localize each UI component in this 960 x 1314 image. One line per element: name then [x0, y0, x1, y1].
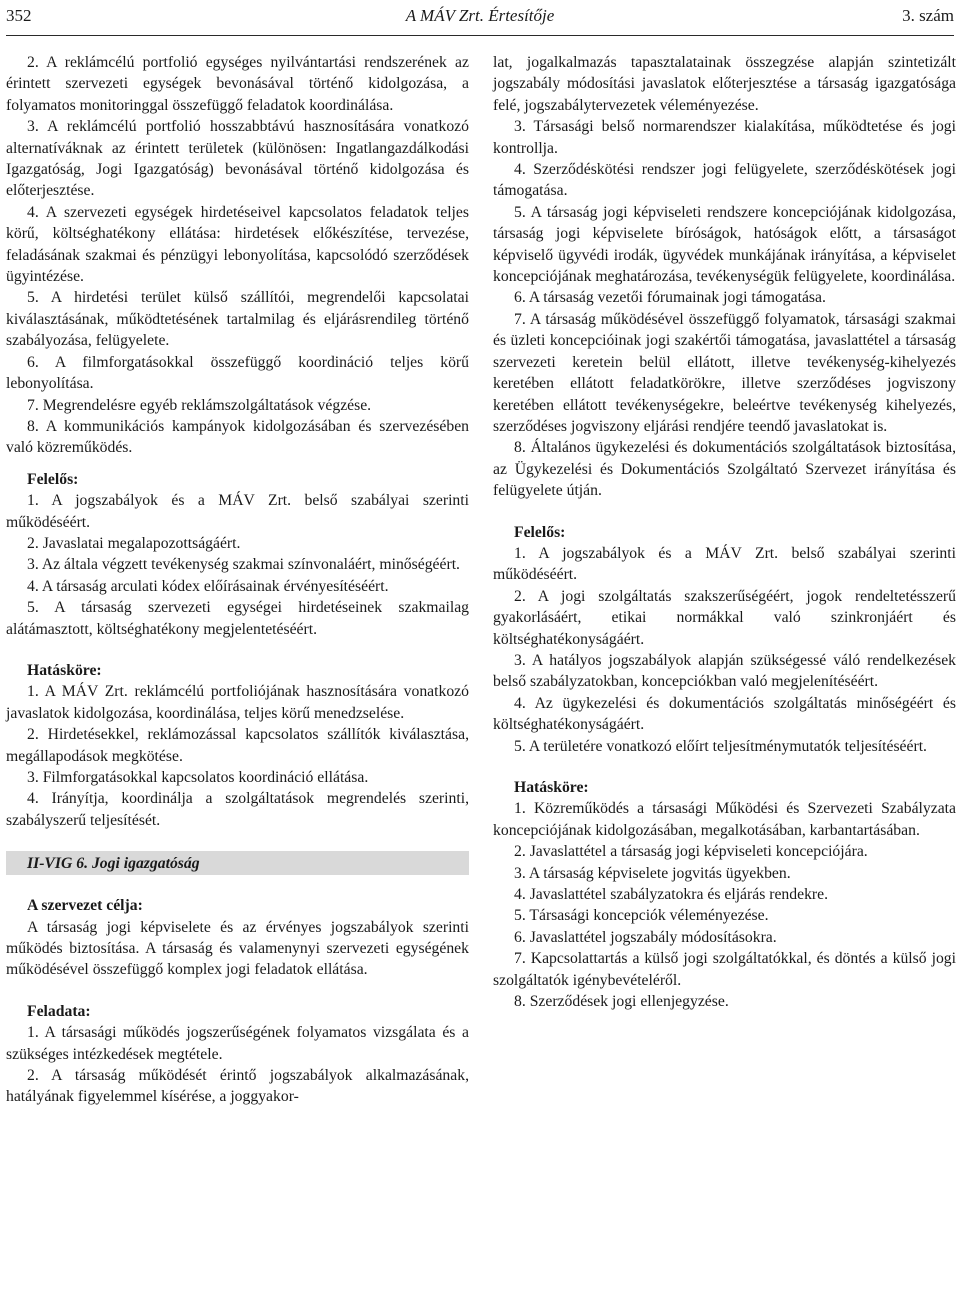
publication-title: A MÁV Zrt. Értesítője: [405, 6, 555, 25]
body-paragraph: A társaság jogi képviselete és az érvényes jogszabályok szerinti működés biztosítása. A társaság és valamenynyi szervezeti egységének működésével összefüggő komplex jogi feladatok ellátása.: [6, 918, 469, 979]
header-divider: [6, 35, 954, 36]
list-item: 3. A társaság képviselete jogvitás ügyekben.: [514, 864, 791, 882]
list-item: 4. Az ügykezelési és dokumentációs szolgáltatás minőségéért és költséghatékonyságáért.: [493, 694, 956, 734]
list-item: 3. A hatályos jogszabályok alapján szükségessé váló rendelkezések belső szabályzatokban, koncepciókban való megjelenítéséért.: [493, 651, 956, 691]
list-item: 7. Kapcsolattartás a külső jogi szolgáltatókkal, és döntés a külső jogi szolgáltatók igénybevételéről.: [493, 950, 956, 989]
list-item: 2. A reklámcélú portfolió egységes nyilvántartási rendszerének az érintett szervezeti egységek bevonásával történő kidolgozása, a folyamatos monitoringgal összefüggő feladatok koordinálása.: [6, 54, 469, 114]
list-item: 2. Hirdetésekkel, reklámozással kapcsolatos szállítók kiválasztása, megállapodások megkötése.: [6, 726, 469, 765]
left-column: [6, 52, 469, 1108]
page-number: 352: [6, 6, 32, 25]
hataskore-heading: Hatásköre:: [514, 779, 589, 796]
felelos-heading: Felelős:: [27, 470, 79, 488]
list-item: 7. Megrendelésre egyéb reklámszolgáltatások végzése.: [27, 396, 372, 414]
list-item: 1. A MÁV Zrt. reklámcélú portfoliójának hasznosítására vonatkozó javaslatok kidolgozása, koordinálása, teljes körű menedzselése.: [6, 683, 469, 722]
celja-heading: A szervezet célja:: [27, 897, 143, 915]
list-item: 4. A társaság arculati kódex előírásainak érvényesítéséért.: [27, 577, 389, 595]
list-item: 5. Társasági koncepciók véleményezése.: [514, 907, 769, 925]
list-item: 4. Szerződéskötési rendszer jogi felügyelete, szerződéskötések jogi támogatása.: [493, 161, 956, 200]
hataskore-heading: Hatásköre:: [27, 661, 102, 679]
list-item: 2. Javaslattétel a társaság jogi képviseleti koncepciójára.: [514, 843, 868, 861]
list-item: 6. Javaslattétel jogszabály módosításokra.: [514, 928, 777, 946]
list-item: 2. A társaság működését érintő jogszabályok alkalmazásának, hatályának figyelemmel kísérése, a joggyakor-: [6, 1067, 469, 1106]
feladata-heading: Feladata:: [27, 1002, 91, 1020]
list-item: 1. A jogszabályok és a MÁV Zrt. belső szabályai szerinti működéséért.: [493, 544, 956, 584]
page-header: [6, 5, 954, 33]
continuation-paragraph: lat, jogalkalmazás tapasztalatainak összegzése alapján szintetizált jogszabály módosítási javaslatok előterjesztése a társaság igazgatósága felé, jogszabálytervezetek véleményezése.: [493, 54, 956, 114]
list-item: 5. A hirdetési terület külső szállítói, megrendelői kapcsolatai kiválasztásának, működtetésének tartalmilag és eljárásrendileg történő szabályozása, felügyelete.: [6, 289, 469, 350]
list-item: 4. A szervezeti egységek hirdetéseivel kapcsolatos feladatok teljes körű, költséghatékony ellátása: hirdetések előkészítése, tervezése, feladásának szakmai és pénzügyi lebonyolítása, kapcsolódó szerződések ügyintézése.: [6, 203, 469, 286]
list-item: 8. Általános ügykezelési és dokumentációs szolgáltatások biztosítása, az Ügykezelési és Dokumentációs Szolgáltató Szervezet irányítása és felügyelete útján.: [493, 439, 956, 500]
list-item: 1. A társasági működés jogszerűségének folyamatos vizsgálata és a szükséges intézkedések megtétele.: [6, 1024, 469, 1063]
issue-number: 3. szám: [902, 6, 954, 25]
list-item: 1. A jogszabályok és a MÁV Zrt. belső szabályai szerinti működéséért.: [6, 492, 469, 531]
list-item: 3. A reklámcélú portfolió hosszabbtávú hasznosítására vonatkozó alternatíváknak az érintett területek (különösen: Ingatlangazdálkodási Igazgatóság, Jogi Igazgatóság) bevonásával történő kidolgozása és előterjesztése.: [6, 118, 469, 200]
list-item: 3. Filmforgatásokkal kapcsolatos koordináció ellátása.: [27, 769, 369, 786]
list-item: 8. Szerződések jogi ellenjegyzése.: [514, 993, 729, 1011]
list-item: 5. A társaság jogi képviseleti rendszere koncepciójának kidolgozása, társaság jogi képviselete bíróságok, hatóságok előtt, a társaságot képviselő ügyvédi irodák, ügyvédek munkájának irányítása, a képviselet koncepciójának meghatározása, tevékenységük felügyelete, koordinálása.: [493, 203, 956, 286]
list-item: 3. Az általa végzett tevékenység szakmai színvonaláért, minőségéért.: [27, 556, 460, 574]
list-item: 7. A társaság működésével összefüggő folyamatok, társasági szakmai és üzleti koncepcióinak jogi szakértői támogatása, javaslattétel a társaság szervezeti keretein belül ellátott, illetve tevékenység-kihelyezés keretében ellátott feladatkörökre, illetve szerződéses jogviszony keretében ellátott tevékenységekre, beleértve tevékenység kihelyezés, szerződéses jogviszony eljárási rendjére teendő javaslatokat is.: [493, 310, 956, 435]
list-item: 5. A területére vonatkozó előírt teljesítménymutatók teljesítéséért.: [514, 737, 927, 755]
list-item: 2. Javaslatai megalapozottságáért.: [27, 534, 241, 552]
list-item: 5. A társaság szervezeti egységei hirdetéseinek szakmailag alátámasztott, költséghatékony megjelentetéséért.: [6, 599, 469, 638]
list-item: 4. Javaslattétel szabályzatokra és eljárás rendekre.: [514, 886, 829, 904]
list-item: 3. Társasági belső normarendszer kialakítása, működtetése és jogi kontrollja.: [493, 118, 956, 157]
list-item: 6. A társaság vezetői fórumainak jogi támogatása.: [514, 289, 826, 307]
list-item: 1. Közreműködés a társasági Működési és Szervezeti Szabályzata koncepciójának kidolgozásában, megalkotásában, karbantartásában.: [493, 800, 956, 839]
list-item: 2. A jogi szolgáltatás szakszerűségéért, jogok rendeltetésszerű gyakorlásáért, etikai normákkal való szinkronjáért és költséghatékonyságáért.: [493, 587, 956, 648]
right-column: [493, 52, 956, 1012]
list-item: 8. A kommunikációs kampányok kidolgozásában és szervezésében való közreműködés.: [6, 417, 469, 457]
list-item: 4. Irányítja, koordinálja a szolgáltatások megrendelés szerinti, szabályszerű teljesítését.: [6, 790, 469, 829]
section-title: II-VIG 6. Jogi igazgatóság: [6, 851, 469, 875]
felelos-heading: Felelős:: [514, 523, 566, 541]
list-item: 6. A filmforgatásokkal összefüggő koordináció teljes körű lebonyolítása.: [6, 353, 469, 393]
